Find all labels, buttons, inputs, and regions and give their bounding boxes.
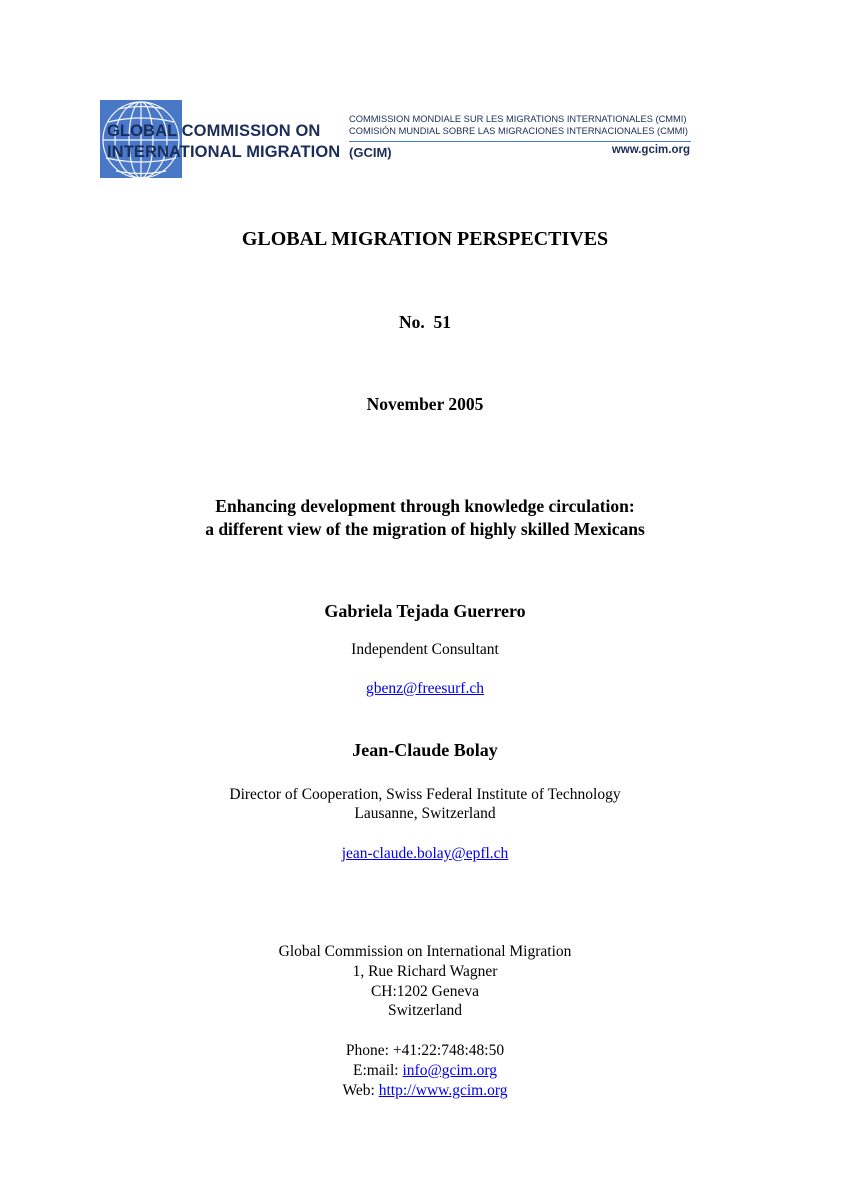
contact-email-label: E:mail: (352, 1062, 403, 1079)
author-email-link[interactable]: jean-claude.bolay@epfl.ch (341, 845, 509, 862)
paper-title-line-2: a different view of the migration of highly skilled Mexicans (205, 519, 645, 539)
address-country: Switzerland (387, 1002, 463, 1019)
author-affiliation-line-1: Director of Cooperation, Swiss Federal Institute of Technology (229, 786, 621, 803)
logo-subtitle-fr: COMMISSION MONDIALE SUR LES MIGRATIONS INTERNATIONALES (CMMI) (349, 114, 687, 124)
logo-subtitle-es: COMISIÓN MUNDIAL SOBRE LAS MIGRACIONES INTERNACIONALES (CMMI) (349, 126, 689, 136)
contact-web-link[interactable]: http://www.gcim.org (378, 1082, 508, 1099)
author-affiliation-line-2: Lausanne, Switzerland (354, 805, 496, 822)
logo-subtitles (349, 113, 688, 137)
logo-wordmark (107, 121, 340, 163)
contact-email-row (0, 1062, 850, 1080)
address-street: 1, Rue Richard Wagner (352, 963, 498, 980)
series-title: GLOBAL MIGRATION PERSPECTIVES (241, 228, 609, 250)
author-name: Jean-Claude Bolay (352, 740, 498, 760)
gcim-logo (100, 100, 692, 182)
paper-title-line-1: Enhancing development through knowledge circulation: (215, 496, 635, 516)
contact-phone: Phone: +41:22:748:48:50 (345, 1042, 505, 1059)
author-email-link[interactable]: gbenz@freesurf.ch (366, 680, 484, 697)
address-org: Global Commission on International Migration (278, 943, 572, 960)
issue-number: No. 51 (398, 312, 451, 332)
author-affiliation: Independent Consultant (351, 641, 499, 658)
logo-website: www.gcim.org (611, 144, 690, 156)
author-name: Gabriela Tejada Guerrero (324, 601, 526, 621)
contact-email-link[interactable]: info@gcim.org (402, 1062, 497, 1079)
contact-web-label: Web: (342, 1082, 379, 1099)
logo-divider (349, 141, 691, 142)
logo-line-1: GLOBAL COMMISSION ON (107, 122, 321, 140)
address-city: CH:1202 Geneva (370, 983, 480, 1000)
author-email-row (0, 845, 850, 863)
issue-date: November 2005 (366, 394, 484, 414)
logo-line-2: INTERNATIONAL MIGRATION (107, 143, 341, 161)
author-email-row (0, 680, 850, 698)
logo-acronym: (GCIM) (349, 145, 392, 160)
contact-web-row (0, 1082, 850, 1100)
